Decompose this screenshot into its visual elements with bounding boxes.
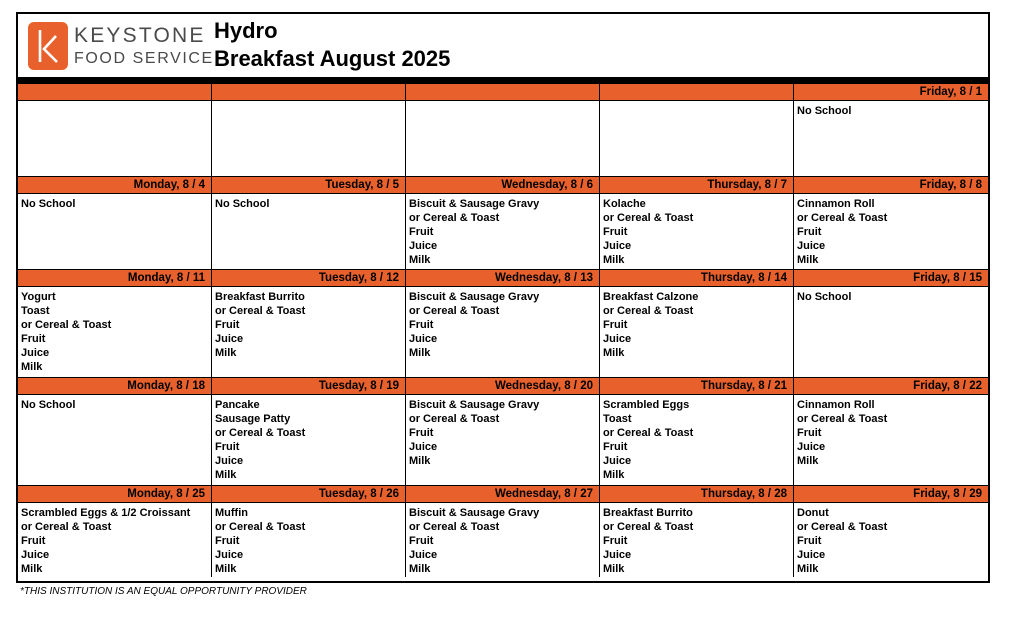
menu-item: Muffin bbox=[215, 507, 248, 519]
day-date: Friday, 8 / 15 bbox=[794, 269, 988, 287]
menu-item: Juice bbox=[409, 240, 438, 253]
day-cell bbox=[212, 377, 406, 485]
menu-item: Scrambled Eggs bbox=[603, 399, 690, 411]
day-cell bbox=[406, 83, 600, 176]
menu-item: Toast bbox=[603, 413, 632, 426]
day-date: Wednesday, 8 / 27 bbox=[406, 485, 599, 503]
day-cell bbox=[406, 176, 600, 269]
day-menu bbox=[600, 503, 793, 577]
day-date: Wednesday, 8 / 6 bbox=[406, 176, 599, 194]
menu-item: Milk bbox=[215, 563, 237, 576]
menu-item: or Cereal & Toast bbox=[603, 427, 694, 440]
day-cell bbox=[212, 485, 406, 577]
menu-item: Milk bbox=[21, 361, 43, 374]
day-date: Monday, 8 / 11 bbox=[18, 269, 211, 287]
menu-item: or Cereal & Toast bbox=[215, 427, 306, 440]
day-cell bbox=[406, 485, 600, 577]
menu-item: No School bbox=[21, 399, 76, 411]
day-date bbox=[600, 83, 793, 101]
day-date: Tuesday, 8 / 5 bbox=[212, 176, 405, 194]
day-cell bbox=[18, 269, 212, 377]
menu-item: Juice bbox=[603, 549, 632, 562]
menu-item: Biscuit & Sausage Gravy bbox=[409, 198, 540, 210]
menu-item: or Cereal & Toast bbox=[409, 521, 500, 534]
day-date: Monday, 8 / 18 bbox=[18, 377, 211, 395]
menu-item: Fruit bbox=[603, 319, 628, 332]
day-date: Tuesday, 8 / 12 bbox=[212, 269, 405, 287]
menu-item: Milk bbox=[797, 455, 819, 468]
menu-item: No School bbox=[215, 198, 270, 210]
calendar-grid bbox=[18, 83, 988, 577]
day-date: Friday, 8 / 8 bbox=[794, 176, 988, 194]
menu-item: Cinnamon Roll bbox=[797, 198, 875, 210]
day-date bbox=[18, 83, 211, 101]
day-cell bbox=[18, 83, 212, 176]
day-date: Thursday, 8 / 7 bbox=[600, 176, 793, 194]
week-row bbox=[18, 269, 988, 377]
menu-item: Fruit bbox=[21, 535, 46, 548]
day-date: Monday, 8 / 4 bbox=[18, 176, 211, 194]
day-menu bbox=[212, 287, 405, 377]
menu-item: Fruit bbox=[603, 226, 628, 239]
menu-item: Fruit bbox=[21, 333, 46, 346]
menu-item: Milk bbox=[603, 254, 625, 267]
menu-item: or Cereal & Toast bbox=[603, 212, 694, 225]
menu-item: Kolache bbox=[603, 198, 646, 210]
day-menu bbox=[18, 194, 211, 269]
day-menu bbox=[18, 101, 211, 176]
menu-item: Juice bbox=[797, 549, 826, 562]
day-menu bbox=[794, 287, 988, 377]
menu-item: No School bbox=[797, 105, 852, 117]
day-menu bbox=[406, 101, 599, 176]
day-cell bbox=[794, 269, 988, 377]
week-row bbox=[18, 83, 988, 176]
menu-item: Breakfast Burrito bbox=[603, 507, 693, 519]
day-cell bbox=[406, 377, 600, 485]
day-date: Thursday, 8 / 14 bbox=[600, 269, 793, 287]
menu-item: Fruit bbox=[215, 535, 240, 548]
day-menu bbox=[794, 395, 988, 485]
day-menu bbox=[794, 101, 988, 176]
day-date: Thursday, 8 / 28 bbox=[600, 485, 793, 503]
menu-item: Fruit bbox=[603, 535, 628, 548]
keystone-logo bbox=[28, 22, 218, 72]
day-cell bbox=[18, 485, 212, 577]
menu-title: Breakfast August 2025 bbox=[214, 46, 451, 71]
day-cell bbox=[794, 485, 988, 577]
menu-item: Toast bbox=[21, 305, 50, 318]
day-date: Wednesday, 8 / 13 bbox=[406, 269, 599, 287]
menu-item: Milk bbox=[215, 347, 237, 360]
day-menu bbox=[600, 101, 793, 176]
day-cell bbox=[794, 377, 988, 485]
menu-item: Biscuit & Sausage Gravy bbox=[409, 291, 540, 303]
menu-item: Fruit bbox=[215, 441, 240, 454]
menu-sheet bbox=[16, 12, 990, 583]
menu-item: or Cereal & Toast bbox=[603, 521, 694, 534]
day-cell bbox=[18, 377, 212, 485]
menu-item: Breakfast Calzone bbox=[603, 291, 699, 303]
equal-opportunity-notice: *THIS INSTITUTION IS AN EQUAL OPPORTUNITY PROVIDER bbox=[20, 586, 307, 597]
menu-item: Fruit bbox=[603, 441, 628, 454]
day-cell bbox=[406, 269, 600, 377]
menu-item: or Cereal & Toast bbox=[603, 305, 694, 318]
menu-item: Yogurt bbox=[21, 291, 56, 303]
menu-item: Milk bbox=[215, 469, 237, 482]
day-cell bbox=[600, 485, 794, 577]
menu-item: or Cereal & Toast bbox=[21, 319, 112, 332]
day-menu bbox=[794, 503, 988, 577]
week-row bbox=[18, 485, 988, 577]
menu-item: Fruit bbox=[409, 319, 434, 332]
menu-item: Scrambled Eggs & 1/2 Croissant bbox=[21, 507, 191, 519]
day-menu bbox=[212, 503, 405, 577]
menu-item: Milk bbox=[409, 254, 431, 267]
day-menu bbox=[18, 395, 211, 485]
day-date: Monday, 8 / 25 bbox=[18, 485, 211, 503]
day-menu bbox=[600, 287, 793, 377]
logo-line2: FOOD SERVICE bbox=[74, 50, 214, 67]
day-date: Wednesday, 8 / 20 bbox=[406, 377, 599, 395]
menu-item: Juice bbox=[215, 549, 244, 562]
day-menu bbox=[406, 503, 599, 577]
menu-item: Juice bbox=[21, 549, 50, 562]
week-row bbox=[18, 377, 988, 485]
day-menu bbox=[406, 194, 599, 269]
day-menu bbox=[212, 395, 405, 485]
menu-item: or Cereal & Toast bbox=[409, 305, 500, 318]
menu-item: Fruit bbox=[797, 427, 822, 440]
logo-line1: KEYSTONE bbox=[74, 24, 206, 47]
day-menu bbox=[600, 194, 793, 269]
menu-item: or Cereal & Toast bbox=[409, 413, 500, 426]
day-cell bbox=[18, 176, 212, 269]
menu-item: Cinnamon Roll bbox=[797, 399, 875, 411]
menu-item: Juice bbox=[409, 441, 438, 454]
week-row bbox=[18, 176, 988, 269]
keystone-k-icon bbox=[28, 22, 68, 70]
school-name: Hydro bbox=[214, 18, 278, 43]
menu-item: Juice bbox=[215, 333, 244, 346]
menu-item: or Cereal & Toast bbox=[21, 521, 112, 534]
day-cell bbox=[212, 269, 406, 377]
menu-item: Fruit bbox=[409, 427, 434, 440]
menu-item: Fruit bbox=[797, 226, 822, 239]
menu-item: Juice bbox=[215, 455, 244, 468]
day-date: Friday, 8 / 22 bbox=[794, 377, 988, 395]
menu-item: Juice bbox=[603, 240, 632, 253]
day-date: Friday, 8 / 1 bbox=[794, 83, 988, 101]
menu-item: or Cereal & Toast bbox=[215, 305, 306, 318]
menu-item: or Cereal & Toast bbox=[409, 212, 500, 225]
day-cell bbox=[212, 176, 406, 269]
menu-item: Milk bbox=[409, 563, 431, 576]
day-menu bbox=[406, 287, 599, 377]
menu-item: Juice bbox=[21, 347, 50, 360]
day-menu bbox=[406, 395, 599, 485]
menu-item: Breakfast Burrito bbox=[215, 291, 305, 303]
menu-item: or Cereal & Toast bbox=[797, 212, 888, 225]
day-date: Friday, 8 / 29 bbox=[794, 485, 988, 503]
day-cell bbox=[600, 83, 794, 176]
menu-item: or Cereal & Toast bbox=[797, 521, 888, 534]
menu-item: Donut bbox=[797, 507, 829, 519]
menu-item: No School bbox=[21, 198, 76, 210]
menu-item: Juice bbox=[797, 240, 826, 253]
menu-item: Juice bbox=[797, 441, 826, 454]
day-menu bbox=[18, 287, 211, 377]
day-date bbox=[212, 83, 405, 101]
menu-item: Biscuit & Sausage Gravy bbox=[409, 507, 540, 519]
menu-item: No School bbox=[797, 291, 852, 303]
day-menu bbox=[600, 395, 793, 485]
day-cell bbox=[212, 83, 406, 176]
menu-item: Milk bbox=[797, 254, 819, 267]
menu-item: Juice bbox=[603, 333, 632, 346]
day-menu bbox=[18, 503, 211, 577]
menu-item: Juice bbox=[409, 549, 438, 562]
day-cell bbox=[600, 269, 794, 377]
menu-item: Fruit bbox=[797, 535, 822, 548]
menu-item: Milk bbox=[603, 469, 625, 482]
day-date bbox=[406, 83, 599, 101]
menu-item: Juice bbox=[409, 333, 438, 346]
menu-item: Milk bbox=[797, 563, 819, 576]
menu-item: Milk bbox=[603, 347, 625, 360]
menu-item: Fruit bbox=[215, 319, 240, 332]
day-menu bbox=[212, 101, 405, 176]
day-cell bbox=[794, 176, 988, 269]
day-menu bbox=[212, 194, 405, 269]
menu-item: Milk bbox=[409, 347, 431, 360]
day-cell bbox=[600, 176, 794, 269]
menu-item: or Cereal & Toast bbox=[797, 413, 888, 426]
day-menu bbox=[794, 194, 988, 269]
day-date: Tuesday, 8 / 26 bbox=[212, 485, 405, 503]
menu-item: Biscuit & Sausage Gravy bbox=[409, 399, 540, 411]
menu-item: Milk bbox=[603, 563, 625, 576]
menu-item: Fruit bbox=[409, 226, 434, 239]
menu-item: Fruit bbox=[409, 535, 434, 548]
header bbox=[18, 14, 988, 78]
menu-item: Pancake bbox=[215, 399, 260, 411]
day-date: Thursday, 8 / 21 bbox=[600, 377, 793, 395]
day-date: Tuesday, 8 / 19 bbox=[212, 377, 405, 395]
day-cell bbox=[794, 83, 988, 176]
menu-item: Juice bbox=[603, 455, 632, 468]
day-cell bbox=[600, 377, 794, 485]
menu-item: Sausage Patty bbox=[215, 413, 291, 426]
menu-item: or Cereal & Toast bbox=[215, 521, 306, 534]
menu-item: Milk bbox=[409, 455, 431, 468]
menu-item: Milk bbox=[21, 563, 43, 576]
